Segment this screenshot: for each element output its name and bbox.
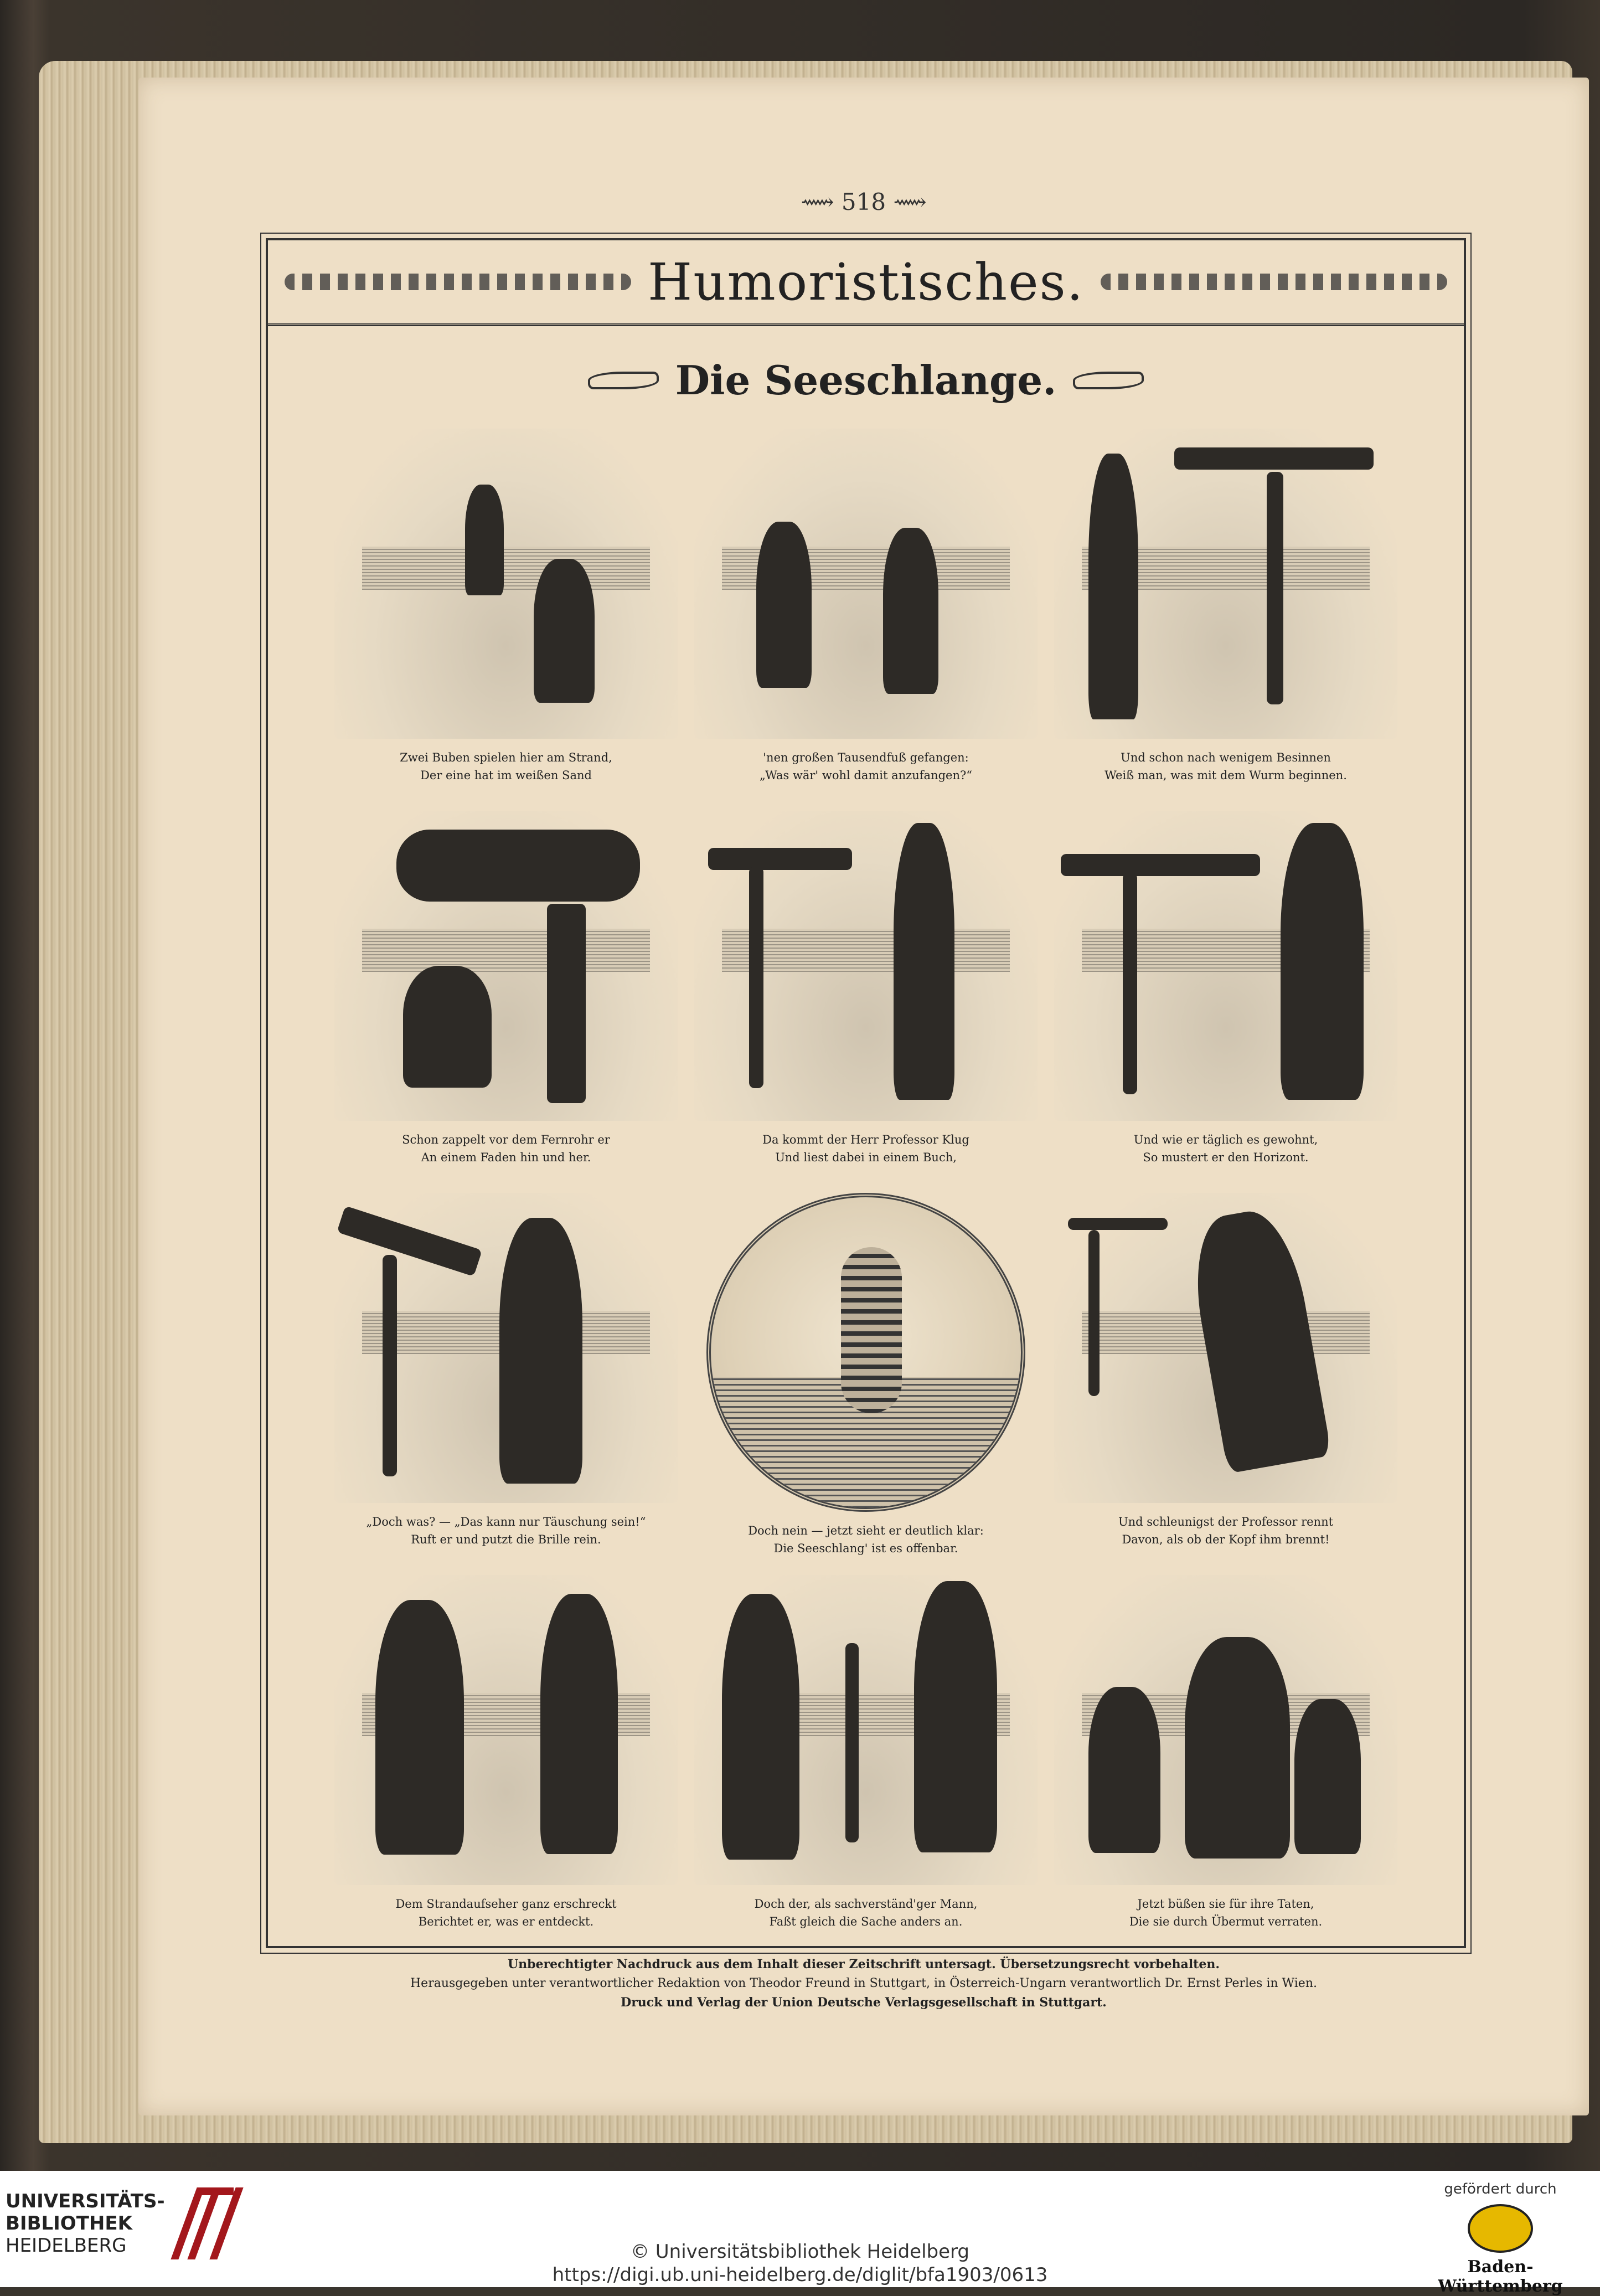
story-heading [268, 357, 1464, 404]
sea-serpent-icon [841, 1247, 902, 1413]
story-title: Die Seeschlange. [675, 357, 1057, 404]
panel-illustration [694, 811, 1038, 1121]
panel-illustration [1054, 429, 1397, 739]
panel-caption: Und schon nach wenigem Besinnen Weiß man, was mit dem Wurm beginnen. [1104, 751, 1347, 782]
panel-illustration [1054, 1193, 1397, 1503]
panel-illustration [694, 1575, 1038, 1885]
comic-panel-5 [694, 811, 1038, 1166]
viewer-footer [0, 2171, 1600, 2296]
panel-caption: Und wie er täglich es gewohnt, So mustert er den Horizont. [1133, 1133, 1318, 1164]
comic-panel-3 [1054, 429, 1397, 784]
panel-illustration [334, 1575, 678, 1885]
panel-illustration [334, 1193, 678, 1503]
funder-logo[interactable]: gefördert durch Baden-Württemberg [1438, 2181, 1563, 2296]
page-number: ⟿ 518 ⟿ [801, 188, 927, 215]
panel-caption: Schon zappelt vor dem Fernrohr er An einem Faden hin und her. [402, 1133, 610, 1164]
comic-panel-8 [694, 1193, 1038, 1557]
panel-caption: Dem Strandaufseher ganz erschreckt Berichtet er, was er entdeckt. [395, 1897, 617, 1928]
imprint: Unberechtigter Nachdruck aus dem Inhalt dieser Zeitschrift untersagt. Übersetzungsrecht vorbehalten. Herausgegeben unter verantwortlicher Redaktion von Theodor Freund in Stuttgart, in Österreich-Ungarn verantwortlich Dr. Ernst Perles in Wien. Druck und Verlag der Union Deutsche Verlagsgesellschaft in Stuttgart. [410, 1957, 1317, 2010]
panel-caption: Doch der, als sachverständ'ger Mann, Faßt gleich die Sache anders an. [754, 1897, 978, 1928]
content-frame [266, 238, 1466, 1948]
ornament-right-icon [1101, 274, 1447, 290]
ornament-left-icon [285, 274, 631, 290]
comic-panel-2 [694, 429, 1038, 784]
panel-caption: Und schleunigst der Professor rennt Davon, als ob der Kopf ihm brennt! [1118, 1515, 1334, 1546]
section-header [268, 240, 1464, 326]
comic-panel-1 [334, 429, 678, 784]
sea-serpent-vignette [706, 1193, 1025, 1512]
panel-caption: Zwei Buben spielen hier am Strand, Der eine hat im weißen Sand [400, 751, 612, 782]
comic-panel-12 [1054, 1575, 1397, 1931]
panel-caption: 'nen großen Tausendfuß gefangen: „Was wär' wohl damit anzufangen?“ [760, 751, 972, 782]
comic-panel-9 [1054, 1193, 1397, 1548]
panel-illustration [1054, 1575, 1397, 1885]
logo-text: UNIVERSITÄTS- BIBLIOTHEK HEIDELBERG [6, 2190, 165, 2257]
panel-caption: „Doch was? — „Das kann nur Täuschung sein!“ Ruft er und putzt die Brille rein. [366, 1515, 646, 1546]
section-title: Humoristisches. [648, 252, 1085, 312]
baden-wuerttemberg-crest-icon [1468, 2204, 1533, 2253]
panel-caption: Jetzt büßen sie für ihre Taten, Die sie durch Übermut verraten. [1129, 1897, 1323, 1928]
comic-panel-4 [334, 811, 678, 1166]
copyright-notice: © Universitätsbibliothek Heidelberg https://digi.ub.uni-heidelberg.de/diglit/bfa1903/0613 [0, 2240, 1600, 2287]
comic-panel-6 [1054, 811, 1397, 1166]
comic-panel-7 [334, 1193, 678, 1548]
panel-caption: Doch nein — jetzt sieht er deutlich klar: Die Seeschlang' ist es offenbar. [748, 1524, 984, 1555]
panel-caption: Da kommt der Herr Professor Klug Und liest dabei in einem Buch, [762, 1133, 969, 1164]
panel-illustration [1054, 811, 1397, 1121]
swash-right-icon [1073, 372, 1144, 389]
permalink[interactable]: https://digi.ub.uni-heidelberg.de/diglit/bfa1903/0613 [552, 2264, 1048, 2286]
panel-illustration [334, 429, 678, 739]
panel-illustration [334, 811, 678, 1121]
comic-panel-10 [334, 1575, 678, 1931]
magazine-page [138, 78, 1589, 2115]
panel-illustration [694, 429, 1038, 739]
comic-panel-11 [694, 1575, 1038, 1931]
swash-left-icon [588, 372, 659, 389]
